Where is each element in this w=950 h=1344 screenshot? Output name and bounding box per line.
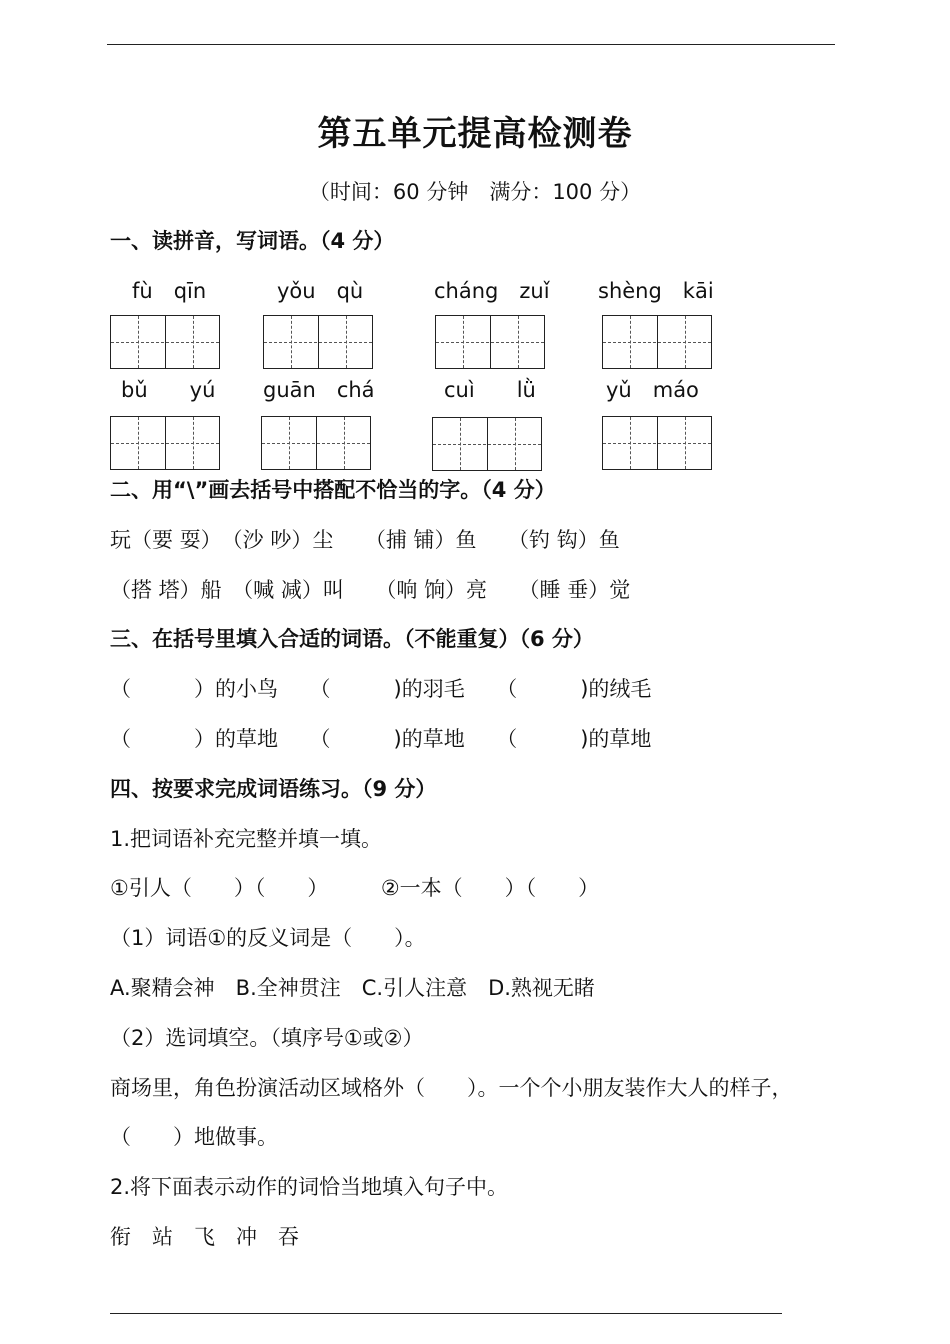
section2-line1: 玩（要 耍） （沙 吵）尘 （捕 铺）鱼 （钓 钩）鱼	[110, 528, 620, 552]
pinyin-shengkai: shèng kāi	[598, 279, 714, 303]
question-1-sentence-a: 商场里，角色扮演活动区域格外（ ）。一个个小朋友装作大人的样子，	[110, 1076, 793, 1100]
page-title: 第五单元提高检测卷	[317, 114, 633, 154]
writing-grid[interactable]	[435, 315, 545, 369]
exam-info: （时间：60 分钟 满分：100 分）	[308, 180, 642, 204]
pinyin-guancha: guān chá	[263, 378, 375, 402]
section3-line2: （ ）的草地 （ )的草地 （ )的草地	[110, 727, 652, 751]
pinyin-youqu: yǒu qù	[277, 279, 364, 303]
writing-grid[interactable]	[602, 416, 712, 470]
header-rule	[107, 44, 835, 45]
writing-grid[interactable]	[432, 417, 542, 471]
footer-rule	[110, 1313, 782, 1314]
section3-line1: （ ）的小鸟 （ )的羽毛 （ )的绒毛	[110, 677, 652, 701]
question-2-words: 衔 站 飞 冲 吞	[110, 1225, 299, 1249]
question-1-sentence-b: （ ）地做事。	[110, 1125, 278, 1149]
pinyin-fuqin: fù qīn	[132, 279, 207, 303]
pinyin-yumao: yǔ máo	[606, 378, 699, 402]
question-1-sub1: （1）词语①的反义词是（ ）。	[110, 926, 426, 950]
pinyin-buyu: bǔ yú	[121, 378, 216, 402]
writing-grid[interactable]	[110, 315, 220, 369]
writing-grid[interactable]	[261, 416, 371, 470]
question-1-words: ①引人（ ）（ ） ②一本（ ）（ ）	[110, 876, 600, 900]
section3-heading: 三、在括号里填入合适的词语。（不能重复）（6 分）	[110, 627, 594, 651]
writing-grid[interactable]	[263, 315, 373, 369]
section2-heading: 二、用“\”画去括号中搭配不恰当的字。（4 分）	[110, 478, 556, 502]
question-1-options: A.聚精会神 B.全神贯注 C.引人注意 D.熟视无睹	[110, 976, 595, 1000]
section2-line2: （搭 塔）船 （喊 减）叫 （响 饷）亮 （睡 垂）觉	[110, 578, 631, 602]
pinyin-changzui: cháng zuǐ	[434, 279, 550, 303]
question-1: 1.把词语补充完整并填一填。	[110, 827, 383, 851]
question-1-sub2: （2）选词填空。（填序号①或②）	[110, 1026, 424, 1050]
section4-heading: 四、按要求完成词语练习。（9 分）	[110, 777, 437, 801]
pinyin-cuilv: cuì lǜ	[444, 378, 536, 402]
writing-grid[interactable]	[602, 315, 712, 369]
section1-heading: 一、读拼音，写词语。（4 分）	[110, 229, 395, 253]
writing-grid[interactable]	[110, 416, 220, 470]
question-2: 2.将下面表示动作的词恰当地填入句子中。	[110, 1175, 509, 1199]
